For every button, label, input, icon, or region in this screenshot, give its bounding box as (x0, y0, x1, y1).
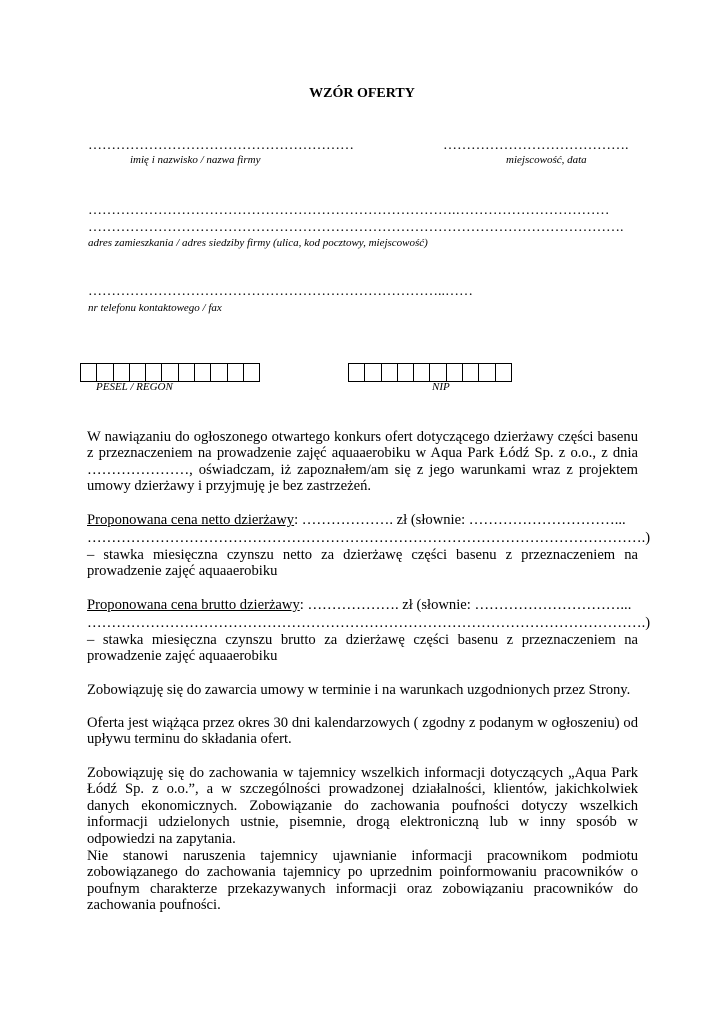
pesel-regon-box (228, 364, 244, 381)
nip-box (430, 364, 446, 381)
gross-price-label: Proponowana cena brutto dzierżawy (87, 597, 300, 613)
gross-price-fill: : ………………. zł (słownie: …………………………... (299, 597, 632, 613)
pesel-regon-box (211, 364, 227, 381)
pesel-regon-box (244, 364, 260, 381)
pesel-regon-box (97, 364, 113, 381)
address-line-2: ……………………………………………………………………………………………………. (88, 220, 624, 235)
nip-box (349, 364, 365, 381)
pesel-regon-box (114, 364, 130, 381)
pesel-regon-box (146, 364, 162, 381)
place-date-caption: miejscowość, data (506, 154, 587, 166)
name-field-dots: ………………………………………………… (88, 138, 354, 153)
nip-box (496, 364, 512, 381)
nip-boxes (348, 363, 512, 382)
intro-paragraph: W nawiązaniu do ogłoszonego otwartego konkurs ofert dotyczącego dzierżawy części basenu z przeznaczeniem na prowadzenie zajęć aquaaerobiku w Aqua Park Łódź Sp. z o.o., z dnia …………………, oświadczam, iż zapoznałem/am się z jego warunkami wraz z projektem umowy dzierżawy i przyjmuję je bez zastrzeżeń. (87, 429, 638, 495)
pesel-regon-box (130, 364, 146, 381)
gross-price-line (87, 597, 638, 613)
phone-line: …………………………………………………………………..…… (88, 284, 473, 299)
nip-box (382, 364, 398, 381)
net-price-words-line: …………………………………………………………………………………………………….) (87, 530, 651, 546)
gross-price-description: – stawka miesięczna czynszu brutto za dzierżawę części basenu z przeznaczeniem na prowadzenie zajęć aquaaerobiku (87, 632, 638, 665)
phone-caption: nr telefonu kontaktowego / fax (88, 302, 222, 314)
pesel-regon-box (179, 364, 195, 381)
address-line-1: …………………………………………………………………….…………………………… (88, 203, 610, 218)
address-caption: adres zamieszkania / adres siedziby firmy (ulica, kod pocztowy, miejscowość) (88, 237, 428, 249)
exception-paragraph: Nie stanowi naruszenia tajemnicy ujawnianie informacji pracownikom podmiotu zobowiązanego do zachowania tajemnicy po uprzednim poinformowaniu pracowników o poufnym charakterze przekazywanych informacji oraz zobowiązaniu pracowników do zachowania poufności. (87, 848, 638, 914)
name-caption: imię i nazwisko / nazwa firmy (130, 154, 261, 166)
pesel-regon-boxes (80, 363, 260, 382)
confidentiality-paragraph: Zobowiązuję się do zachowania w tajemnicy wszelkich informacji dotyczących „Aqua Park Łódź Sp. z o.o.”, a w szczególności prowadzonej działalności, klientów, jakichkolwiek danych ekonomicznych. Zobowiązanie do zachowania poufności dotyczy wszelkich informacji udzielonych ustnie, pisemnie, drogą elektroniczną lub w inny sposób w odpowiedzi na zapytania. (87, 765, 638, 847)
net-price-description: – stawka miesięczna czynszu netto za dzierżawę części basenu z przeznaczeniem na prowadzenie zajęć aquaaerobiku (87, 547, 638, 580)
nip-box (414, 364, 430, 381)
net-price-label: Proponowana cena netto dzierżawy (87, 512, 295, 528)
pesel-regon-caption: PESEL / REGON (96, 381, 173, 393)
place-date-field-dots: …………………………………. (443, 138, 629, 153)
nip-box (398, 364, 414, 381)
nip-box (479, 364, 495, 381)
pesel-regon-box (162, 364, 178, 381)
nip-box (365, 364, 381, 381)
gross-price-words-line: …………………………………………………………………………………………………….) (87, 615, 651, 631)
pesel-regon-box (81, 364, 97, 381)
nip-caption: NIP (432, 381, 450, 393)
binding-paragraph: Oferta jest wiążąca przez okres 30 dni kalendarzowych ( zgodny z podanym w ogłoszeniu) od upływu terminu do składania ofert. (87, 715, 638, 748)
nip-box (463, 364, 479, 381)
commit-paragraph: Zobowiązuję się do zawarcia umowy w terminie i na warunkach uzgodnionych przez Strony. (87, 682, 631, 698)
pesel-regon-box (195, 364, 211, 381)
net-price-fill: : ………………. zł (słownie: …………………………... (294, 512, 626, 528)
nip-box (447, 364, 463, 381)
page-title: WZÓR OFERTY (309, 86, 415, 101)
net-price-line (87, 512, 638, 528)
